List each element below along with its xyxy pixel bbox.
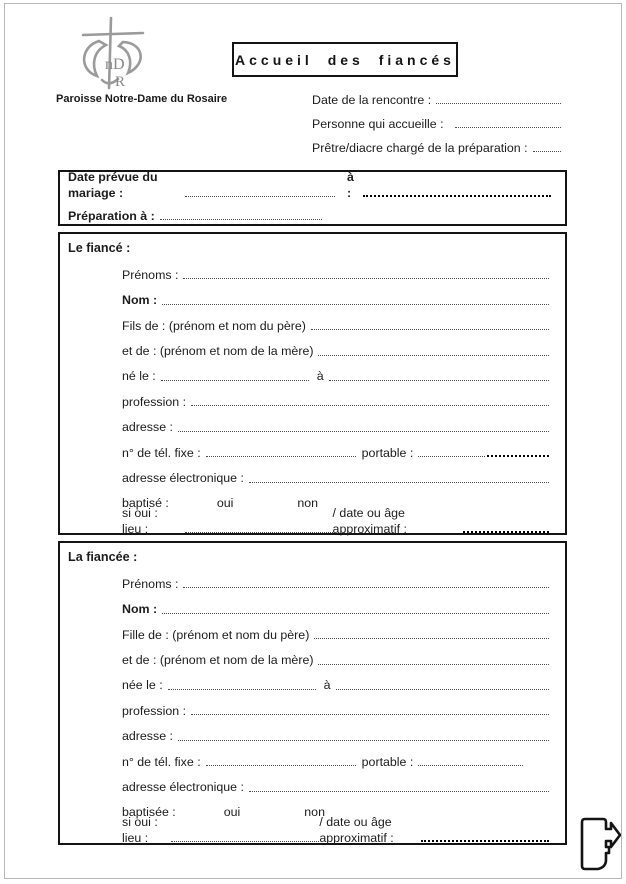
fill-line xyxy=(168,689,316,690)
address-label: adresse : xyxy=(122,420,173,435)
fill-line xyxy=(314,638,549,639)
baptized-no-option: non xyxy=(304,805,325,820)
born-on-label: né le : xyxy=(122,369,156,384)
groom-email-row xyxy=(122,461,551,486)
groom-phone-row xyxy=(122,436,551,461)
priest-row xyxy=(312,132,563,156)
bride-address-row xyxy=(122,719,551,744)
fill-line xyxy=(329,380,549,381)
logo-monogram-top: nD xyxy=(105,56,125,73)
last-name-label: Nom : xyxy=(122,293,158,308)
profession-label: profession : xyxy=(122,394,187,409)
parish-logo-icon xyxy=(66,14,158,94)
mobile-label: portable : xyxy=(361,445,414,460)
welcomer-row xyxy=(312,108,563,132)
fill-line xyxy=(171,841,319,842)
born-at-label: à xyxy=(316,369,324,384)
bride-title: La fiancée : xyxy=(68,550,138,564)
fill-line xyxy=(162,613,549,614)
bride-birth-row xyxy=(122,669,551,694)
address-label: adresse : xyxy=(122,729,173,744)
fill-line xyxy=(161,380,309,381)
fill-line xyxy=(191,714,549,715)
groom-first-names-row xyxy=(122,258,551,283)
last-name-label: Nom : xyxy=(122,602,158,617)
if-yes-place-label: si oui : lieu : xyxy=(122,506,165,536)
fill-line-bold xyxy=(363,195,551,197)
profession-label: profession : xyxy=(122,703,187,718)
groom-last-name-row xyxy=(122,283,551,308)
mother-label: et de : (prénom et nom de la mère) xyxy=(122,344,314,359)
bride-phone-row xyxy=(122,745,551,770)
logo-monogram-bottom: R xyxy=(115,74,126,90)
fill-line xyxy=(160,219,322,220)
groom-baptism-place-row xyxy=(122,506,551,537)
fill-line xyxy=(249,791,549,792)
marriage-date-label: Date prévue du mariage : xyxy=(68,170,161,200)
bride-baptism-place-row xyxy=(122,815,551,846)
meeting-date-row xyxy=(312,84,563,108)
fill-line xyxy=(206,765,356,766)
groom-mother-row xyxy=(122,334,551,359)
form-title: Accueil des fiancés xyxy=(235,51,455,68)
fill-line xyxy=(418,456,485,457)
baptized-label: baptisée : xyxy=(122,805,176,820)
baptized-label: baptisé : xyxy=(122,496,169,511)
first-names-label: Prénoms : xyxy=(122,576,179,591)
fill-line xyxy=(318,664,549,665)
bride-first-names-row xyxy=(122,567,551,592)
bride-father-row xyxy=(122,618,551,643)
fill-line xyxy=(455,127,561,128)
next-page-arrow-icon xyxy=(573,816,621,874)
mobile-label: portable : xyxy=(361,754,414,769)
fill-line xyxy=(311,329,549,330)
first-names-label: Prénoms : xyxy=(122,267,179,282)
form-title-box xyxy=(232,42,458,77)
fill-line xyxy=(206,456,356,457)
fill-line xyxy=(178,431,549,432)
fill-line xyxy=(533,151,561,152)
fill-line-bold xyxy=(463,531,549,533)
fill-line xyxy=(191,405,549,406)
header-fields xyxy=(312,84,563,156)
marriage-date-box xyxy=(58,170,567,226)
fill-line xyxy=(336,689,549,690)
bride-last-name-row xyxy=(122,592,551,617)
baptized-yes-option: oui xyxy=(216,496,234,511)
fill-line xyxy=(185,196,335,197)
landline-label: n° de tél. fixe : xyxy=(122,754,201,769)
meeting-date-label: Date de la rencontre : xyxy=(312,92,432,107)
groom-birth-row xyxy=(122,360,551,385)
fill-line xyxy=(249,482,549,483)
father-label: Fils de : (prénom et nom du père) xyxy=(122,318,306,333)
bride-profession-row xyxy=(122,694,551,719)
fill-line xyxy=(436,103,561,104)
marriage-place-label: à : xyxy=(347,170,358,200)
welcomer-label: Personne qui accueille : xyxy=(312,116,444,131)
fill-line xyxy=(318,355,549,356)
bride-email-row xyxy=(122,770,551,795)
born-on-label: née le : xyxy=(122,678,163,693)
preparation-label: Préparation à : xyxy=(68,208,155,223)
preparation-row xyxy=(68,201,553,224)
bride-section xyxy=(58,541,567,845)
date-or-age-label: / date ou âge approximatif : xyxy=(319,815,396,845)
groom-address-row xyxy=(122,410,551,435)
fill-line xyxy=(185,532,333,533)
mother-label: et de : (prénom et nom de la mère) xyxy=(122,653,314,668)
fill-line-bold xyxy=(421,840,549,842)
fill-line xyxy=(418,765,523,766)
email-label: adresse électronique : xyxy=(122,471,244,486)
born-at-label: à xyxy=(323,678,331,693)
bride-mother-row xyxy=(122,643,551,668)
fill-line xyxy=(183,587,549,588)
groom-section xyxy=(58,232,567,535)
baptized-no-option: non xyxy=(297,496,319,511)
fill-line xyxy=(162,304,549,305)
fill-line xyxy=(178,740,549,741)
groom-title: Le fiancé : xyxy=(68,241,131,255)
groom-profession-row xyxy=(122,385,551,410)
marriage-date-row xyxy=(68,170,553,201)
fill-line-bold xyxy=(487,455,549,457)
parish-name: Paroisse Notre-Dame du Rosaire xyxy=(56,93,228,105)
baptized-yes-option: oui xyxy=(223,805,241,820)
date-or-age-label: / date ou âge approximatif : xyxy=(332,506,409,536)
father-label: Fille de : (prénom et nom du père) xyxy=(122,627,310,642)
landline-label: n° de tél. fixe : xyxy=(122,445,201,460)
groom-father-row xyxy=(122,309,551,334)
priest-label: Prêtre/diacre chargé de la préparation : xyxy=(312,140,528,155)
email-label: adresse électronique : xyxy=(122,780,244,795)
if-yes-place-label: si oui : lieu : xyxy=(122,815,165,845)
fill-line xyxy=(183,278,549,279)
